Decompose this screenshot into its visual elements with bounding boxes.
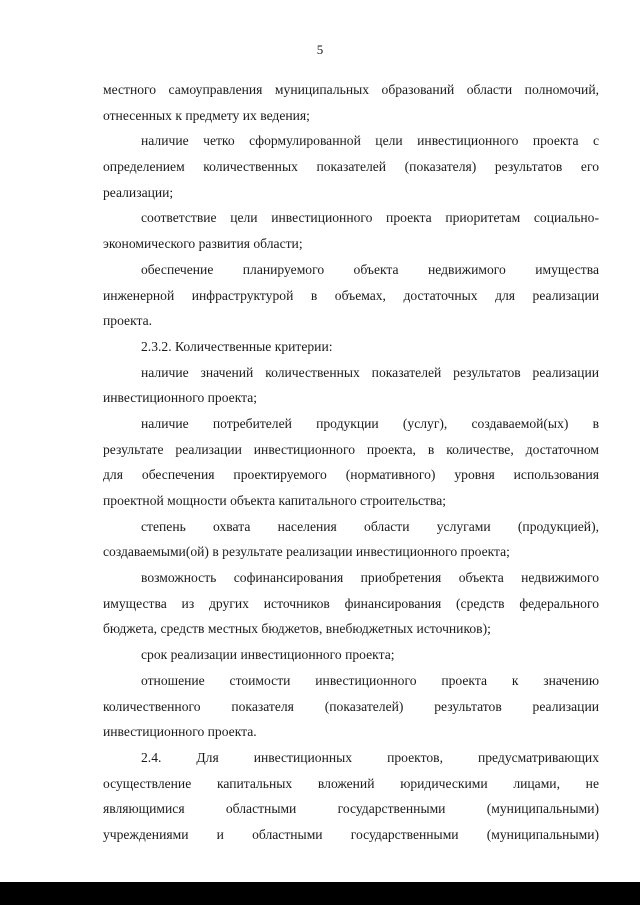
text-line: результате реализации инвестиционного проекта, в количестве, достаточном: [103, 441, 599, 457]
text-line: учреждениями и областными государственными (муниципальными): [103, 826, 599, 842]
text-line: срок реализации инвестиционного проекта;: [141, 647, 395, 663]
text-line: осуществление капитальных вложений юридическими лицами, не: [103, 775, 599, 791]
text-line: наличие значений количественных показателей результатов реализации: [141, 364, 599, 380]
text-line: возможность софинансирования приобретения объекта недвижимого: [141, 570, 599, 586]
text-line: проекта.: [103, 313, 153, 329]
text-line: соответствие цели инвестиционного проекта приоритетам социально-: [141, 210, 599, 226]
text-line: инвестиционного проекта;: [103, 390, 258, 406]
text-line: проектной мощности объекта капитального строительства;: [103, 493, 447, 508]
text-line: обеспечение планируемого объекта недвижимого имущества: [141, 261, 599, 277]
text-line: являющимися областными государственными (муниципальными): [103, 801, 599, 817]
page-number: 5: [316, 42, 324, 57]
text-line: 2.4. Для инвестиционных проектов, предусматривающих: [141, 749, 599, 765]
text-line: степень охвата населения области услугами (продукцией),: [141, 518, 599, 534]
text-line: реализации;: [103, 184, 174, 200]
text-line: инвестиционного проекта.: [103, 724, 257, 740]
text-line: отношение стоимости инвестиционного проекта к значению: [141, 672, 599, 688]
text-line: экономического развития области;: [103, 236, 303, 252]
text-line: определением количественных показателей (показателя) результатов его: [103, 159, 599, 175]
text-line: 2.3.2. Количественные критерии:: [141, 338, 333, 354]
text-line: создаваемыми(ой) в результате реализации инвестиционного проекта;: [103, 544, 510, 560]
text-line: наличие потребителей продукции (услуг), создаваемой(ых) в: [141, 415, 599, 431]
bottom-scan-edge: [0, 882, 640, 905]
text-line: местного самоуправления муниципальных образований области полномочий,: [103, 82, 599, 97]
text-line: наличие четко сформулированной цели инвестиционного проекта с: [141, 133, 599, 149]
text-line: имущества из других источников финансирования (средств федерального: [103, 595, 599, 611]
document-body: [103, 77, 599, 848]
text-line: отнесенных к предмету их ведения;: [103, 107, 310, 123]
text-line: для обеспечения проектируемого (нормативного) уровня использования: [103, 467, 599, 483]
text-line: количественного показателя (показателей) результатов реализации: [103, 698, 599, 714]
text-line: бюджета, средств местных бюджетов, внебюджетных источников);: [103, 621, 491, 637]
text-line: инженерной инфраструктурой в объемах, достаточных для реализации: [103, 287, 599, 303]
